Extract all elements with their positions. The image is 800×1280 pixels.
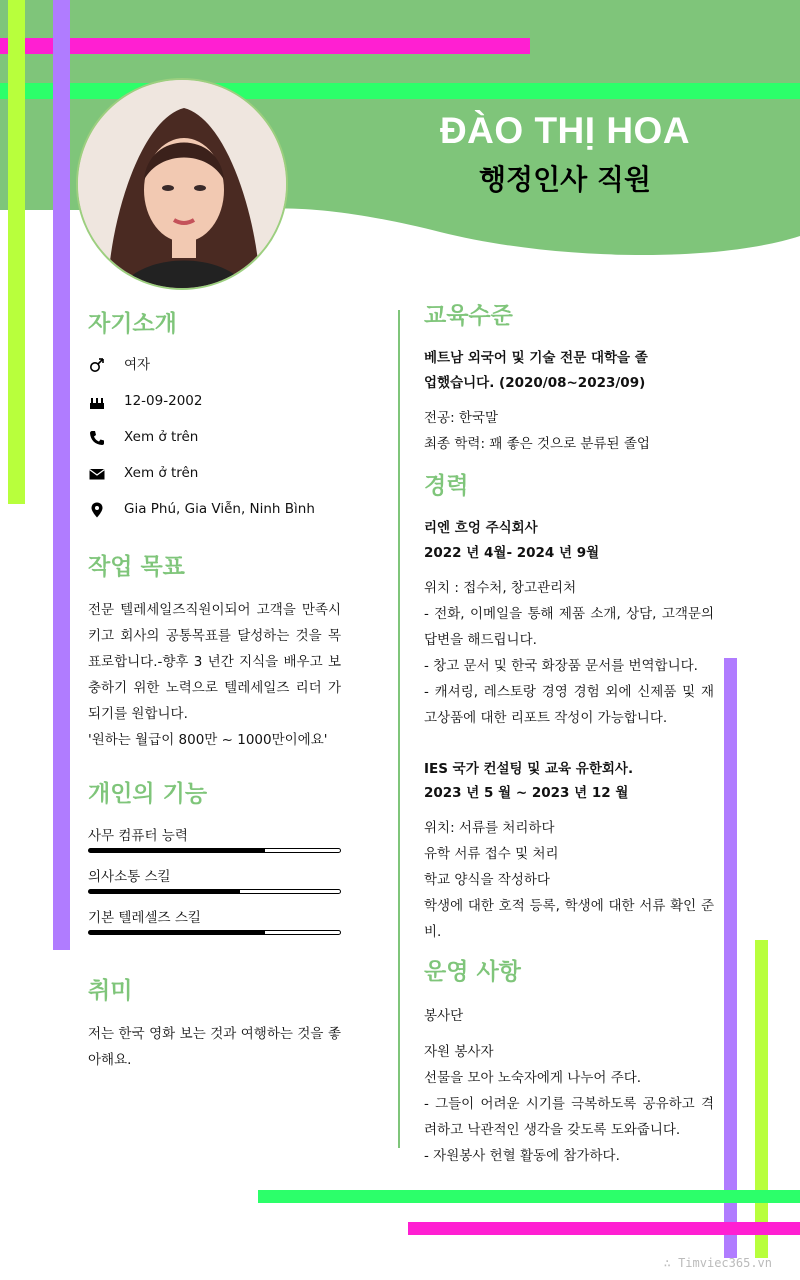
skill-bar	[88, 889, 341, 894]
job-line: 학생에 대한 호적 등록, 학생에 대한 서류 확인 준비.	[424, 898, 714, 940]
phone-icon	[88, 429, 106, 447]
gender-value: 여자	[124, 357, 151, 373]
education-major: 전공: 한국말	[424, 410, 499, 426]
job-line: 위치 : 접수처, 창고관리처	[424, 580, 577, 596]
education-heading: 교육수준	[424, 303, 513, 329]
hobby-heading: 취미	[88, 978, 133, 1004]
education-degree: 최종 학력: 꽤 좋은 것으로 분류된 졸업	[424, 436, 650, 452]
decor-bar-violet-right	[724, 658, 737, 1258]
birthday-cake-icon	[88, 393, 106, 411]
decor-bar-lime-left	[8, 0, 25, 504]
skill-bar-fill	[89, 931, 265, 934]
job-line: - 캐셔링, 레스토랑 경영 경험 외에 신제품 및 재고상품에 대한 리포트 작성이 가능합니다.	[424, 684, 714, 726]
skills-heading: 개인의 기능	[88, 781, 208, 807]
education-school-line1: 베트남 외국어 및 기술 전문 대학을 졸	[424, 350, 648, 366]
job-line: 유학 서류 접수 및 처리	[424, 846, 559, 862]
birthday-value: 12-09-2002	[124, 393, 203, 409]
phone-value: Xem ở trên	[124, 429, 199, 445]
hobby-text: 저는 한국 영화 보는 것과 여행하는 것을 좋아해요.	[88, 1026, 341, 1068]
job-company: IES 국가 컨설팅 및 교육 유한회사.	[424, 761, 634, 777]
activities-heading: 운영 사항	[424, 959, 521, 985]
column-divider	[398, 310, 400, 1148]
skill-bar	[88, 848, 341, 853]
job-company: 리엔 흐엉 주식회사	[424, 520, 538, 536]
job-period: 2022 년 4월- 2024 년 9월	[424, 545, 600, 561]
decor-bar-violet-left	[53, 0, 70, 950]
skill-label: 기본 텔레셀즈 스킬	[88, 910, 201, 926]
skill-bar-fill	[89, 849, 265, 852]
objective-text: 전문 텔레세일즈직원이되어 고객을 만족시키고 회사의 공통목표를 달성하는 것을 목표로합니다.-향후 3 년간 지식을 배우고 보충하기 위한 노력으로 텔레세일즈 리더 가 되기를 원합니다.	[88, 602, 341, 722]
job-line: 위치: 서류를 처리하다	[424, 820, 555, 836]
skill-label: 의사소통 스킬	[88, 869, 171, 885]
profile-photo	[76, 78, 288, 290]
job-title: 행정인사 직원	[478, 163, 652, 196]
skill-bar	[88, 930, 341, 935]
job-line: 학교 양식을 작성하다	[424, 872, 550, 888]
objective-heading: 작업 목표	[88, 554, 185, 580]
education-school-line2: 업했습니다. (2020/08~2023/09)	[424, 375, 646, 391]
activity-line: - 그들이 어려운 시기를 극복하도록 공유하고 격려하고 낙관적인 생각을 갖도록 도와줍니다.	[424, 1096, 714, 1138]
activities-org: 봉사단	[424, 1008, 464, 1024]
address-value: Gia Phú, Gia Viễn, Ninh Bình	[124, 501, 315, 517]
job-line: - 전화, 이메일을 통해 제품 소개, 상담, 고객문의 답변을 해드립니다.	[424, 606, 714, 648]
watermark: ∴ Timviec365.vn	[663, 1256, 772, 1270]
decor-bar-lime-right	[755, 940, 768, 1258]
activity-line: 선물을 모아 노숙자에게 나누어 주다.	[424, 1070, 642, 1086]
activity-line: - 자원봉사 헌혈 활동에 참가하다.	[424, 1148, 620, 1164]
skill-bar-fill	[89, 890, 240, 893]
activities-role: 자원 봉사자	[424, 1044, 494, 1060]
objective-salary: '원하는 월급이 800만 ~ 1000만이에요'	[88, 732, 328, 748]
envelope-icon	[88, 465, 106, 483]
job-period: 2023 년 5 월 ~ 2023 년 12 월	[424, 785, 629, 801]
job-line: - 창고 문서 및 한국 화장품 문서를 번역합니다.	[424, 658, 698, 674]
gender-icon	[88, 357, 106, 375]
skill-label: 사무 컴퓨터 능력	[88, 828, 188, 844]
decor-bar-magenta-bottom	[408, 1222, 800, 1235]
about-heading: 자기소개	[88, 311, 177, 337]
portrait-icon	[78, 80, 288, 290]
decor-bar-green-bottom	[258, 1190, 800, 1203]
experience-heading: 경력	[424, 473, 469, 499]
candidate-name: ĐÀO THỊ HOA	[439, 110, 691, 151]
decor-bar-magenta-top	[0, 38, 530, 54]
map-pin-icon	[88, 501, 106, 519]
email-value: Xem ở trên	[124, 465, 199, 481]
